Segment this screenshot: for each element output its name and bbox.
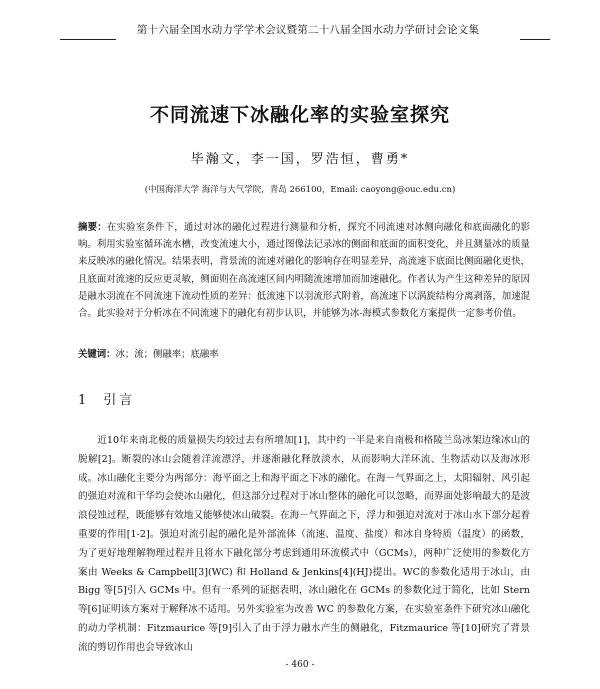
abstract [78,219,530,322]
section-number: 1 [78,393,90,408]
section-heading [78,389,135,408]
header-rule-left [60,39,116,40]
page-number: - 460 - [285,660,315,670]
abstract-text: 在实验室条件下，通过对冰的融化过程进行测量和分析，探究不同流速对冰侧向融化和底面融化的影响。利用实验室循环流水槽，改变流速大小，通过图像法记录冰的侧面和底面的面积变化，并且测量冰的质量来反映冰的融化情况。结果表明，背景流的流速对融化的影响存在明显差异，高流速下底面比侧面融化更快，且底面对流速的反应更灵敏，侧面则在高流速区间内明随流速增加而加速融化。作者认为产生这种差异的原因是融水羽流在不同流速下流动性质的差异：低流速下以羽流形式附着，高流速下以涡旋结构分离剥落，加速混合。此实验对于分析冰在不同流速下的融化有初步认识，并能够为冰-海模式参数化方案提供一定参考价值。 [78,222,530,320]
paper-title: 不同流速下冰融化率的实验室探究 [149,104,450,126]
paper-affiliation: (中国海洋大学 海洋与大气学院，青岛 266100，Email: caoyong@ouc.edu.cn) [144,185,456,195]
header-rule-right [520,39,550,40]
section-title: 引言 [103,393,136,408]
abstract-label: 摘要： [78,222,107,233]
keywords-text: 冰；流；侧融率；底融率 [115,349,219,360]
running-header: 第十六届全国水动力学学术会议暨第二十八届全国水动力学研讨会论文集 [136,24,480,36]
keywords-label: 关键词： [78,349,116,360]
paper-authors: 毕瀚文，李一国，罗浩恒，曹勇* [190,152,410,167]
keywords [78,346,530,360]
body-paragraph: 近10年来南北极的质量损失均较过去有所增加[1]，其中约一半是来自南极和格陵兰岛冰架边缘冰山的脱解[2]。断裂的冰山会随着洋流漂浮，并逐渐融化释放淡水，从而影响大洋环流、生物活动以及海冰形成。冰山融化主要分为两部分：海平面之上和海平面之下冰的融化。在海－气界面之上，太阳辐射、风引起的强迫对流和干华均会使冰山融化，但这部分过程对于冰山整体的融化可以忽略，而界面处影响最大的是波浪侵蚀过程，既能够有效地又能够使冰山破裂。在海－气界面之下，浮力和强迫对流对于冰山水下部分起着重要的作用[1-2]。强迫对流引起的融化是外部流体（流速、温度、盐度）和冰自身特质（温度）的函数，为了更好地理解物理过程并且将水下融化部分考虑到通用环流模式中（GCMs），两种广泛使用的参数化方案由 Weeks & Campbell[3](WC) 和 Holland & Jenkins[4](HJ)提出。WC的参数化适用于冰山，由 Bigg 等[5]引入 GCMs 中。但有一系列的证据表明，冰山融化在 GCMs 的参数化过于简化，比如 Stern 等[6]证明该方案对于解释冰不适用。另外实验室为改善 WC 的参数化方案，在实验室条件下研究冰山融化的动力学机制：Fitzmaurice 等[9]引入了由于浮力融水产生的侧融化，Fitzmaurice 等[10]研究了背景流的剪切作用也会导致冰山 [78,435,530,653]
